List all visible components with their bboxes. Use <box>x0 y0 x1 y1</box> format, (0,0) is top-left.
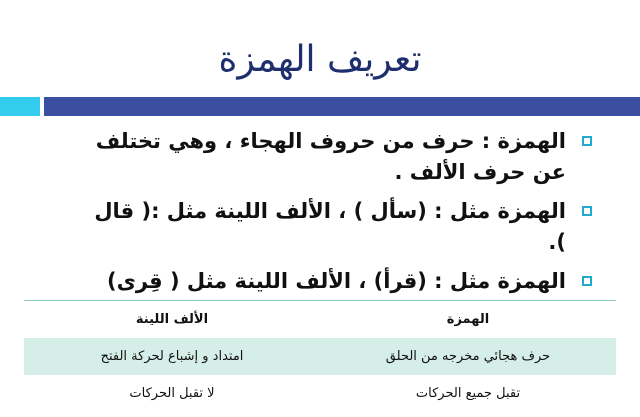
table-cell: حرف هجائي مخرجه من الحلق <box>385 349 551 364</box>
bullet-list <box>70 126 592 305</box>
square-bullet-icon <box>582 136 592 146</box>
slide-title: تعريف الهمزة <box>218 39 422 80</box>
bullet-text: الهمزة مثل : (قرأ) ، الألف اللينة مثل ( قِرى) <box>106 269 566 293</box>
comparison-table <box>24 300 616 412</box>
bullet-item <box>70 266 592 297</box>
table-cell: تقبل جميع الحركات <box>415 386 521 401</box>
table-row <box>24 375 616 412</box>
accent-bar-dark <box>44 97 640 116</box>
bullet-item <box>70 196 592 258</box>
table-cell: لا تقبل الحركات <box>129 386 215 401</box>
table-row <box>24 338 616 375</box>
header-hamza: الهمزة <box>446 312 490 327</box>
bullet-item <box>70 126 592 188</box>
square-bullet-icon <box>582 206 592 216</box>
square-bullet-icon <box>582 276 592 286</box>
table-header-row <box>24 301 616 339</box>
bullet-text: الهمزة مثل : (سأل ) ، الألف اللينة مثل :( قال ). <box>94 199 566 254</box>
bullet-text: الهمزة : حرف من حروف الهجاء ، وهي تختلف عن حرف الألف . <box>95 129 566 184</box>
header-alif: الألف اللينة <box>135 312 209 327</box>
accent-bar-light <box>0 97 40 116</box>
table-cell: امتداد و إشباع لحركة الفتح <box>100 349 244 364</box>
